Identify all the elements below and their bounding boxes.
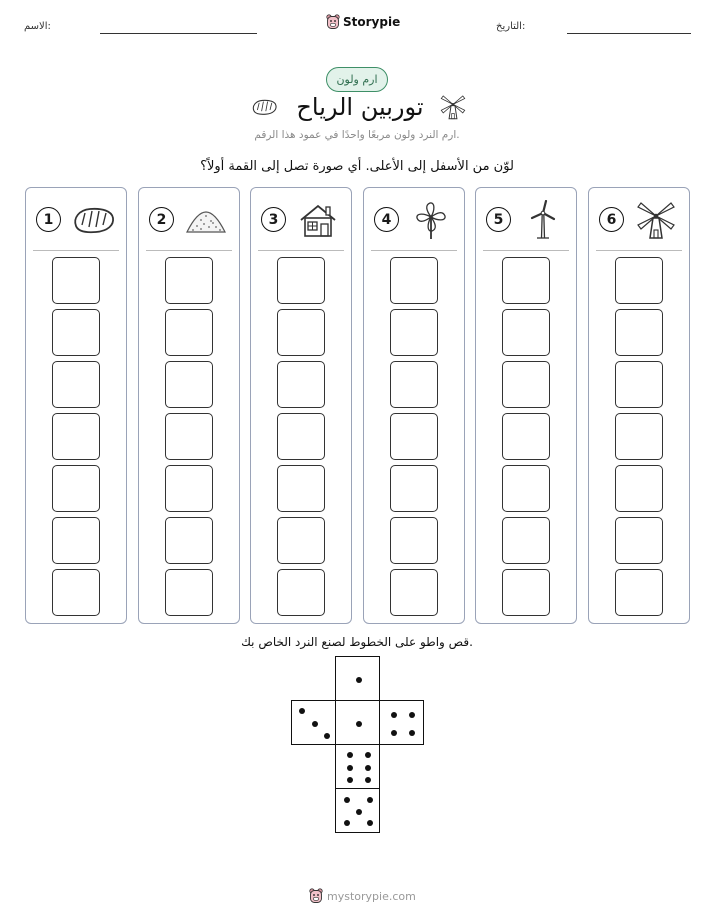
dice-pip	[391, 730, 397, 736]
column-4	[363, 187, 465, 624]
color-cell[interactable]	[277, 569, 325, 616]
color-cell[interactable]	[502, 569, 550, 616]
dice-pip	[356, 721, 362, 727]
color-cell[interactable]	[52, 413, 100, 460]
brand-name: Storypie	[343, 15, 401, 29]
dice-face	[335, 788, 380, 833]
cut-instructions: قص واطو على الخطوط لصنع النرد الخاص بك.	[241, 635, 473, 649]
color-cell[interactable]	[165, 309, 213, 356]
color-cell[interactable]	[277, 257, 325, 304]
column-divider	[483, 250, 569, 251]
color-cell[interactable]	[615, 517, 663, 564]
dice-pip	[367, 820, 373, 826]
dice-pip	[391, 712, 397, 718]
color-cell[interactable]	[165, 413, 213, 460]
color-cell[interactable]	[390, 465, 438, 512]
color-cell[interactable]	[390, 309, 438, 356]
column-2	[138, 187, 240, 624]
column-divider	[146, 250, 232, 251]
color-cell[interactable]	[502, 517, 550, 564]
color-cell[interactable]	[502, 413, 550, 460]
bear-mascot-icon	[326, 14, 340, 30]
column-divider	[33, 250, 119, 251]
wind-turbine-icon	[520, 200, 566, 240]
dice-pip	[367, 797, 373, 803]
pinwheel-icon	[408, 200, 454, 240]
bread-icon	[246, 95, 282, 119]
activity-badge: ارم ولون	[326, 67, 388, 92]
column-6	[588, 187, 690, 624]
dice-pip	[409, 712, 415, 718]
dice-pip	[344, 797, 350, 803]
dice-face	[335, 744, 380, 789]
dice-pip	[324, 733, 330, 739]
footer-url: mystorypie.com	[327, 889, 416, 903]
color-cell[interactable]	[277, 517, 325, 564]
dice-pip	[344, 820, 350, 826]
dice-face	[335, 656, 380, 701]
dice-pip	[409, 730, 415, 736]
date-line[interactable]	[567, 33, 691, 34]
dice-pip	[365, 777, 371, 783]
column-divider	[371, 250, 457, 251]
color-cell[interactable]	[615, 465, 663, 512]
color-cell[interactable]	[165, 517, 213, 564]
color-cell[interactable]	[615, 413, 663, 460]
color-cell[interactable]	[52, 309, 100, 356]
color-cell[interactable]	[390, 413, 438, 460]
color-cell[interactable]	[615, 257, 663, 304]
column-divider	[258, 250, 344, 251]
column-1	[25, 187, 127, 624]
color-cell[interactable]	[390, 517, 438, 564]
color-cell[interactable]	[277, 309, 325, 356]
windmill-icon	[633, 200, 679, 240]
sand-pile-icon	[183, 200, 229, 240]
dice-face	[291, 700, 336, 745]
dice-pip	[347, 777, 353, 783]
color-cell[interactable]	[277, 361, 325, 408]
color-cell[interactable]	[502, 309, 550, 356]
color-cell[interactable]	[165, 361, 213, 408]
color-cell[interactable]	[52, 361, 100, 408]
footer	[309, 888, 416, 904]
color-cell[interactable]	[52, 517, 100, 564]
color-cell[interactable]	[277, 465, 325, 512]
column-5	[475, 187, 577, 624]
color-cell[interactable]	[165, 257, 213, 304]
color-cell[interactable]	[165, 465, 213, 512]
color-cell[interactable]	[52, 257, 100, 304]
name-line[interactable]	[100, 33, 257, 34]
title-row	[0, 90, 714, 124]
dice-pip	[356, 809, 362, 815]
dice-pip	[347, 752, 353, 758]
color-cell[interactable]	[52, 569, 100, 616]
column-number: 4	[374, 207, 399, 232]
date-label: التاريخ:	[496, 21, 526, 32]
bear-mascot-icon	[309, 888, 323, 904]
brand-logo	[326, 14, 400, 30]
color-cell[interactable]	[502, 361, 550, 408]
column-number: 3	[261, 207, 286, 232]
dice-pip	[312, 721, 318, 727]
color-cell[interactable]	[390, 569, 438, 616]
color-cell[interactable]	[52, 465, 100, 512]
color-cell[interactable]	[502, 465, 550, 512]
color-cell[interactable]	[165, 569, 213, 616]
dice-pip	[365, 752, 371, 758]
page-title: توربين الرياح	[296, 93, 424, 121]
color-cell[interactable]	[615, 569, 663, 616]
dice-pip	[365, 765, 371, 771]
column-number: 5	[486, 207, 511, 232]
color-cell[interactable]	[390, 361, 438, 408]
color-cell[interactable]	[502, 257, 550, 304]
dice-pip	[299, 708, 305, 714]
color-cell[interactable]	[615, 309, 663, 356]
windmill-icon	[438, 90, 468, 124]
subtitle: ارم النرد ولون مربعًا واحدًا في عمود هذا الرقم.	[254, 129, 460, 141]
house-icon	[295, 200, 341, 240]
dice-pip	[347, 765, 353, 771]
bread-icon	[70, 200, 116, 240]
name-label: الاسم:	[24, 21, 51, 32]
column-number: 2	[149, 207, 174, 232]
column-number: 1	[36, 207, 61, 232]
dice-pip	[356, 677, 362, 683]
dice-face	[379, 700, 424, 745]
color-cell[interactable]	[390, 257, 438, 304]
dice-face	[335, 700, 380, 745]
question: لوّن من الأسفل إلى الأعلى. أي صورة تصل إلى القمة أولاً؟	[200, 159, 514, 174]
column-number: 6	[599, 207, 624, 232]
column-divider	[596, 250, 682, 251]
color-cell[interactable]	[277, 413, 325, 460]
color-cell[interactable]	[615, 361, 663, 408]
column-3	[250, 187, 352, 624]
